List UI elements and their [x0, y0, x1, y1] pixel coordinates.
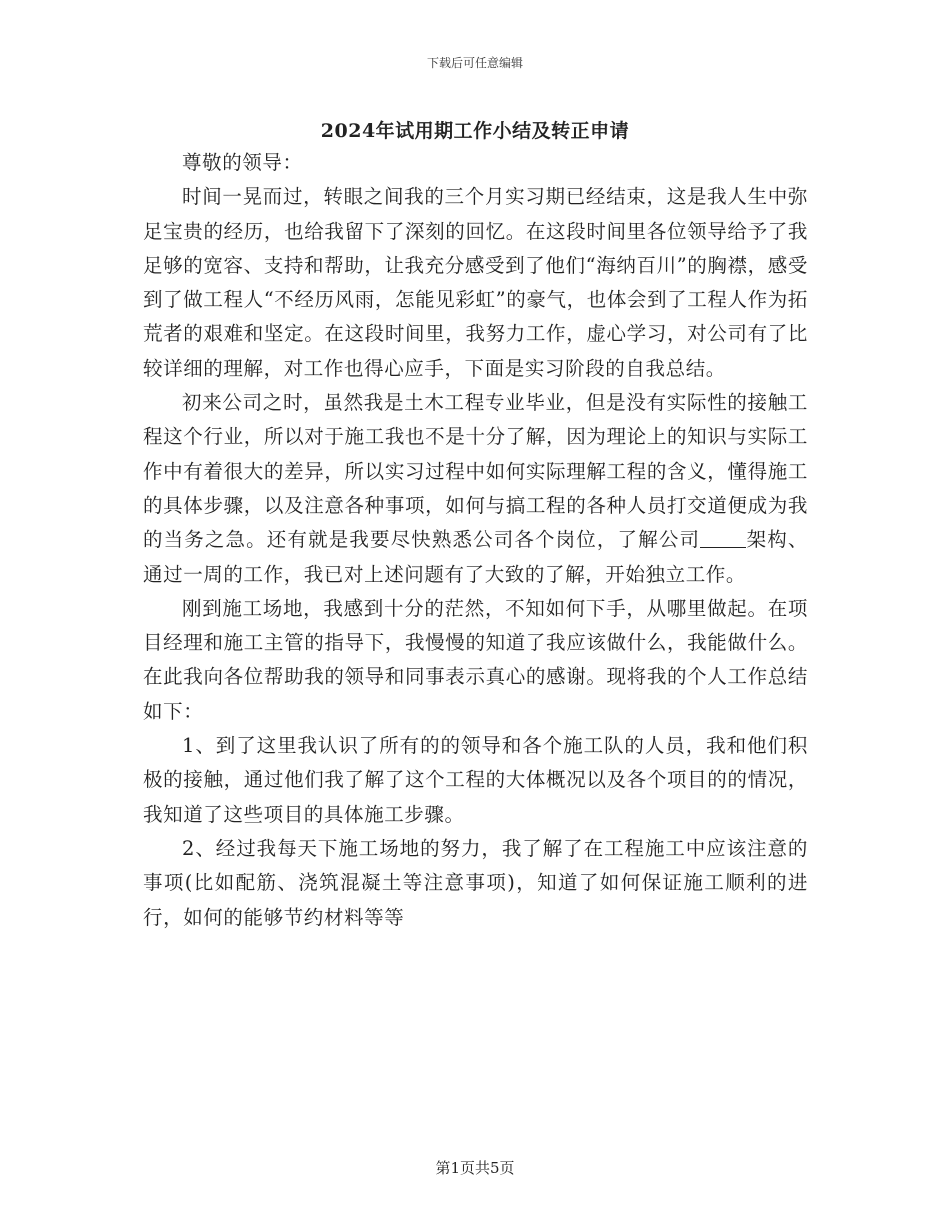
page-number: 第1页共5页: [435, 1159, 515, 1177]
fill-in-blank: [700, 528, 746, 549]
document-body: [143, 146, 808, 935]
paragraph-item-2: 2、经过我每天下施工场地的努力，我了解了在工程施工中应该注意的事项(比如配筋、浇筑混凝土等注意事项)，知道了如何保证施工顺利的进行，如何的能够节约材料等等: [143, 836, 808, 929]
page-header-note: 下载后可任意编辑: [426, 56, 523, 70]
paragraph-item-1: 1、到了这里我认识了所有的的领导和各个施工队的人员，我和他们积极的接触，通过他们我了解了这个工程的大体概况以及各个项目的的情况，我知道了这些项目的具体施工步骤。: [143, 734, 808, 826]
document-title: 2024年试用期工作小结及转正申请: [320, 120, 630, 142]
paragraph-intro: 时间一晃而过，转眼之间我的三个月实习期已经结束，这是我人生中弥足宝贵的经历，也给我留下了深刻的回忆。在这段时间里各位领导给予了我足够的宽容、支持和帮助，让我充分感受到了他们“海纳百川”的胸襟，感受到了做工程人“不经历风雨，怎能见彩虹”的豪气，也体会到了工程人作为拓荒者的艰难和坚定。在这段时间里，我努力工作，虚心学习，对公司有了比较详细的理解，对工作也得心应手，下面是实习阶段的自我总结。: [143, 185, 808, 380]
salutation: 尊敬的领导：: [182, 151, 303, 174]
paragraph-arrival: [143, 386, 808, 592]
paragraph-arrival-text-before: 初来公司之时，虽然我是土木工程专业毕业，但是没有实际性的接触工程这个行业，所以对于施工我也不是十分了解，因为理论上的知识与实际工作中有着很大的差异，所以实习过程中如何实际理解工程的含义，懂得施工的具体步骤，以及注意各种事项，如何与搞工程的各种人员打交道便成为我的当务之急。还有就是我要尽快熟悉公司各个岗位，了解公司: [143, 391, 808, 552]
paragraph-site: 刚到施工场地，我感到十分的茫然，不知如何下手，从哪里做起。在项目经理和施工主管的指导下，我慢慢的知道了我应该做什么，我能做什么。在此我向各位帮助我的领导和同事表示真心的感谢。现将我的个人工作总结如下：: [143, 596, 808, 723]
paragraph-arrival-text-after: 架构、通过一周的工作，我已对上述问题有了大致的了解，开始独立工作。: [143, 528, 808, 586]
